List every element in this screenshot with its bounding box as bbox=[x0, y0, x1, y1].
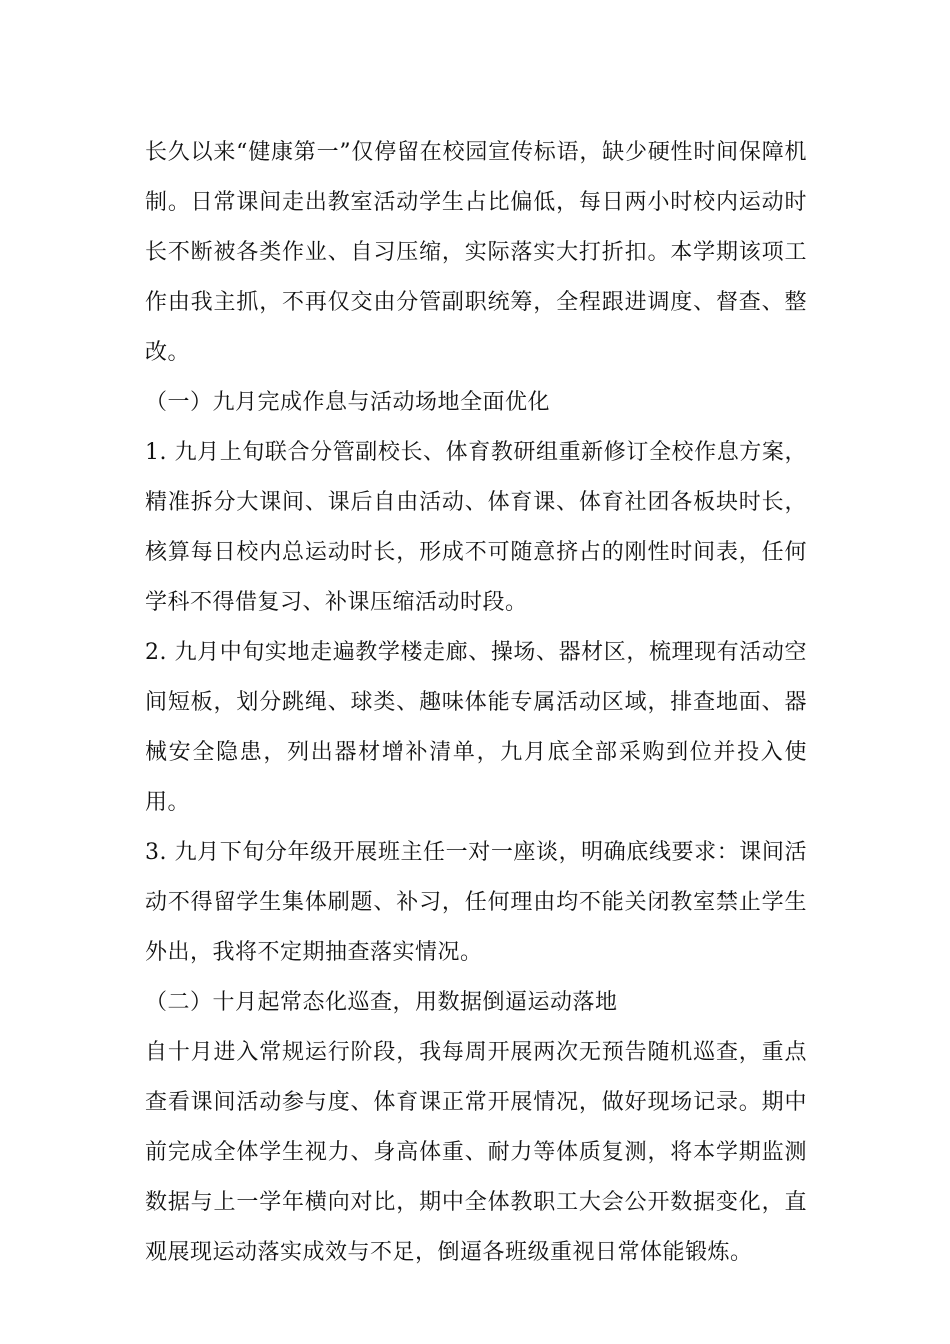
section-heading-1: （一）九月完成作息与活动场地全面优化 bbox=[145, 390, 551, 415]
document-page bbox=[145, 128, 807, 1278]
section-2-paragraph: 自十月进入常规运行阶段，我每周开展两次无预告随机巡查，重点查看课间活动参与度、体育课正常开展情况，做好现场记录。期中前完成全体学生视力、身高体重、耐力等体质复测，将本学期监测数据与上一学年横向对比，期中全体教职工大会公开数据变化，直观展现运动落实成效与不足，倒逼各班级重视日常体能锻炼。 bbox=[145, 1040, 807, 1265]
item-paragraph-2: 2. 九月中旬实地走遍教学楼走廊、操场、器材区，梳理现有活动空间短板，划分跳绳、球类、趣味体能专属活动区域，排查地面、器械安全隐患，列出器材增补清单，九月底全部采购到位并投入使用。 bbox=[145, 640, 807, 815]
section-heading-2: （二）十月起常态化巡查，用数据倒逼运动落地 bbox=[145, 990, 618, 1015]
item-paragraph-3: 3. 九月下旬分年级开展班主任一对一座谈，明确底线要求：课间活动不得留学生集体刷题、补习，任何理由均不能关闭教室禁止学生外出，我将不定期抽查落实情况。 bbox=[145, 840, 807, 965]
item-paragraph-1: 1. 九月上旬联合分管副校长、体育教研组重新修订全校作息方案，精准拆分大课间、课后自由活动、体育课、体育社团各板块时长，核算每日校内总运动时长，形成不可随意挤占的刚性时间表，任何学科不得借复习、补课压缩活动时段。 bbox=[145, 440, 807, 615]
intro-paragraph: 长久以来“健康第一”仅停留在校园宣传标语，缺少硬性时间保障机制。日常课间走出教室活动学生占比偏低，每日两小时校内运动时长不断被各类作业、自习压缩，实际落实大打折扣。本学期该项工作由我主抓，不再仅交由分管副职统筹，全程跟进调度、督查、整改。 bbox=[145, 140, 807, 365]
